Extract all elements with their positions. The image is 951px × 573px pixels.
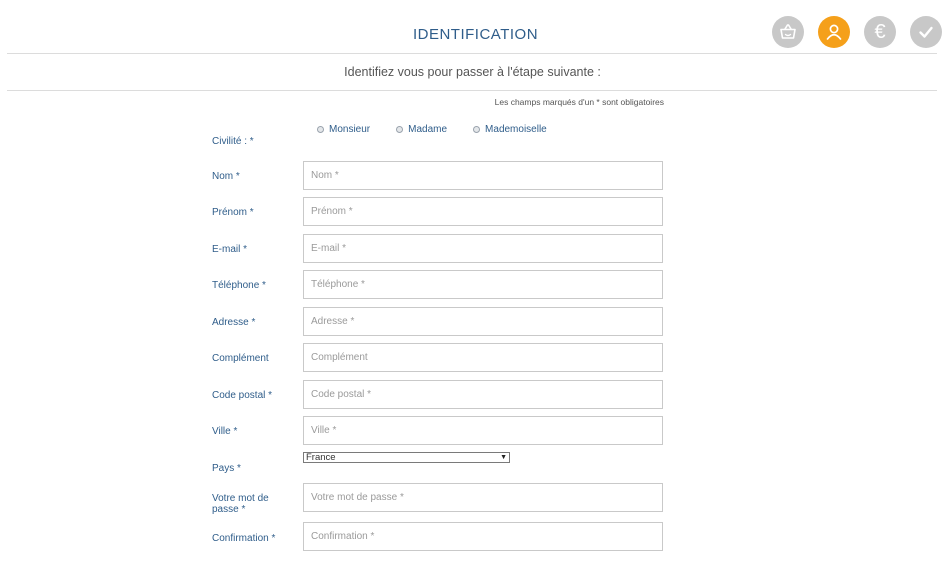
euro-icon: € (874, 21, 886, 43)
page-title: IDENTIFICATION (412, 26, 539, 43)
basket-icon (778, 22, 798, 42)
civilite-radio-group (317, 124, 573, 135)
step-confirmation[interactable] (910, 16, 942, 48)
civilite-label: Civilité : * (212, 136, 254, 147)
telephone-input[interactable] (303, 270, 663, 299)
ville-label: Ville * (212, 426, 238, 437)
confirmation-input[interactable] (303, 522, 663, 551)
step-payment[interactable] (864, 16, 896, 48)
header-divider (7, 53, 937, 54)
adresse-label: Adresse * (212, 317, 256, 328)
user-icon (824, 22, 844, 42)
email-label: E-mail * (212, 244, 248, 255)
radio-madame-label: Madame (408, 124, 448, 135)
nom-label: Nom * (212, 171, 240, 182)
code-postal-label: Code postal * (212, 390, 273, 401)
prenom-input[interactable] (303, 197, 663, 226)
complement-label: Complément (212, 353, 269, 364)
code-postal-input[interactable] (303, 380, 663, 409)
pays-label: Pays * (212, 463, 241, 474)
pays-select[interactable] (303, 452, 510, 463)
radio-button-icon[interactable] (473, 126, 480, 133)
radio-button-icon[interactable] (396, 126, 403, 133)
page-subtitle: Identifiez vous pour passer à l'étape suivante : (344, 65, 601, 79)
dropdown-arrow-icon[interactable]: ▼ (500, 454, 507, 461)
radio-monsieur-label: Monsieur (329, 124, 371, 135)
required-fields-note: Les champs marqués d'un * sont obligatoires (494, 97, 664, 107)
pays-selected-value: France (306, 452, 336, 463)
telephone-label: Téléphone * (212, 280, 266, 291)
complement-input[interactable] (303, 343, 663, 372)
prenom-label: Prénom * (212, 207, 254, 218)
mot-de-passe-input[interactable] (303, 483, 663, 512)
adresse-input[interactable] (303, 307, 663, 336)
email-input[interactable] (303, 234, 663, 263)
ville-input[interactable] (303, 416, 663, 445)
subtitle-divider (7, 90, 937, 91)
radio-mademoiselle[interactable] (473, 124, 547, 135)
checkout-steps (772, 16, 951, 48)
radio-button-icon[interactable] (317, 126, 324, 133)
nom-input[interactable] (303, 161, 663, 190)
radio-mademoiselle-label: Mademoiselle (485, 124, 547, 135)
check-icon (916, 22, 936, 42)
confirmation-label: Confirmation * (212, 533, 276, 544)
radio-madame[interactable] (396, 124, 447, 135)
mot-de-passe-label: Votre mot de passe * (212, 493, 269, 515)
radio-monsieur[interactable] (317, 124, 370, 135)
step-basket[interactable] (772, 16, 804, 48)
step-identification[interactable] (818, 16, 850, 48)
